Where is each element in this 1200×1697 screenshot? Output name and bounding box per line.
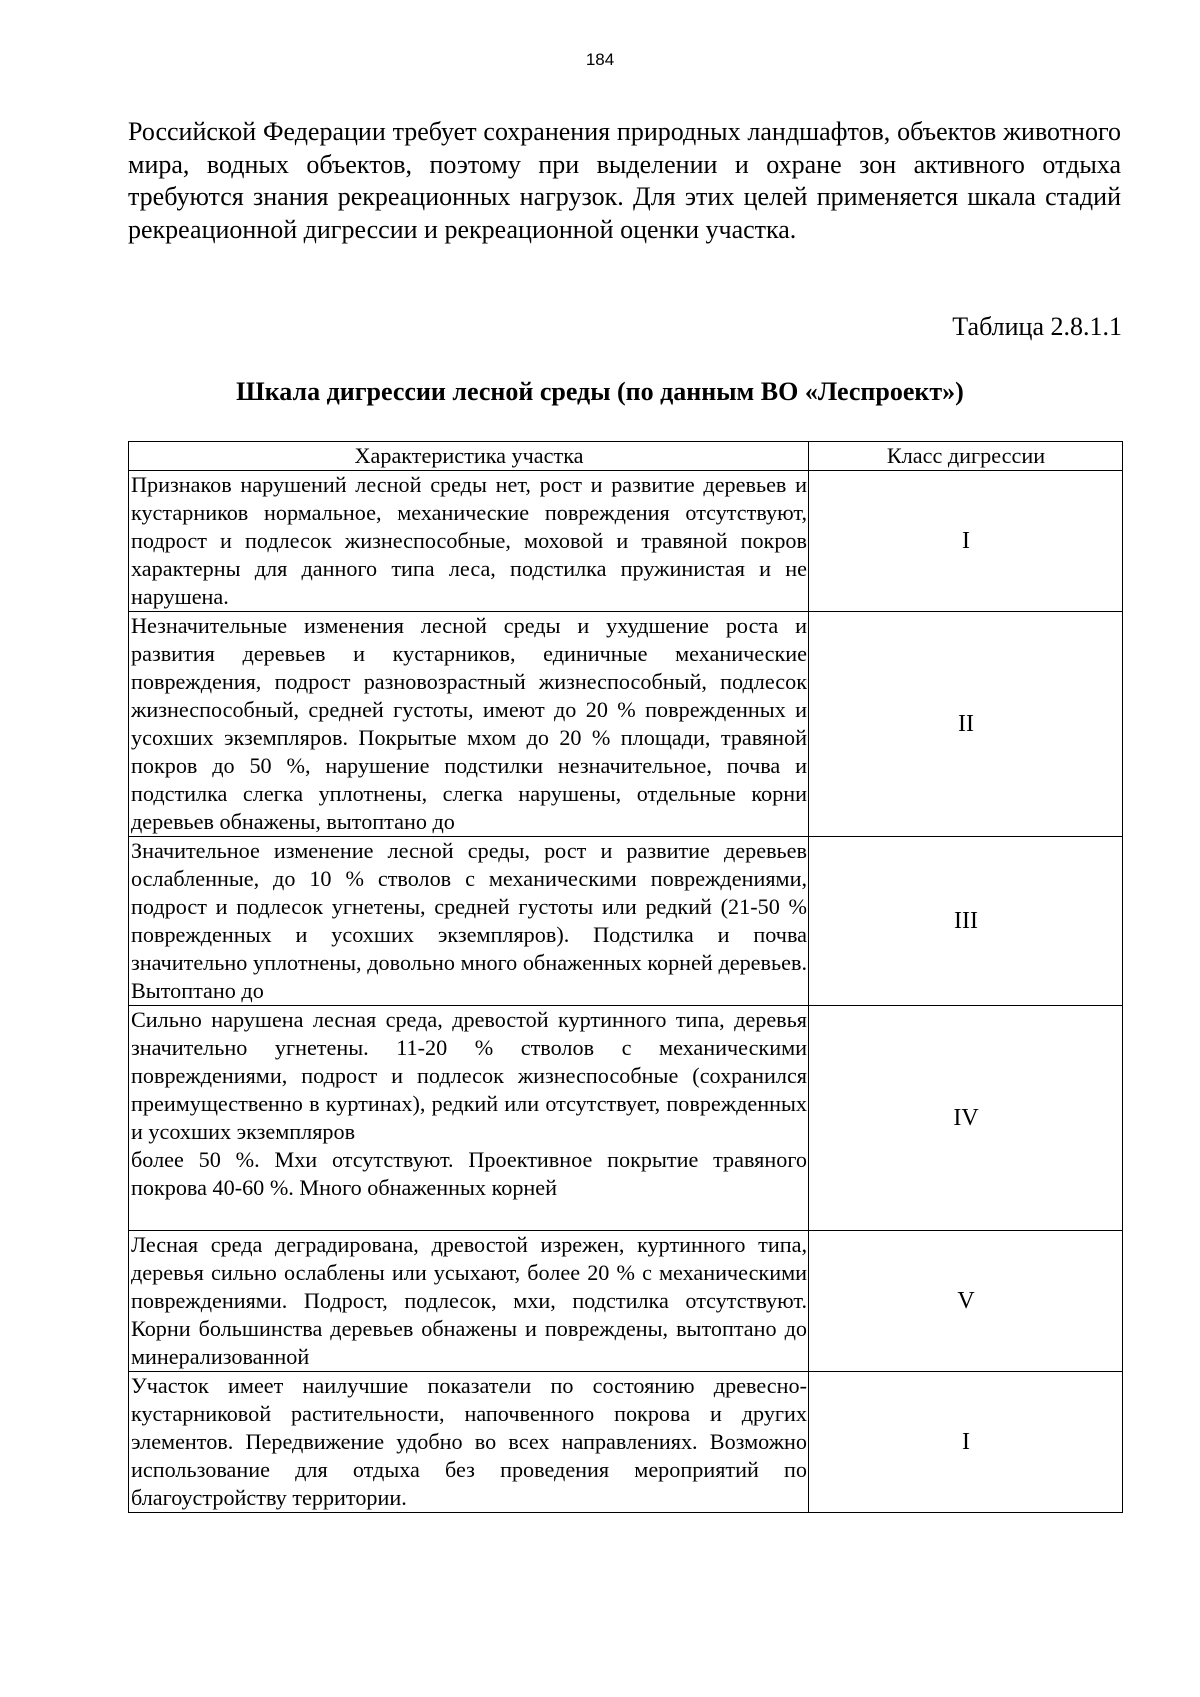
row-description: Незначительные изменения лесной среды и ухудшение роста и развития деревьев и кустарников, единичные механические повреждения, подрост разновозрастный жизнеспособный, подлесок жизнеспособный, средней густоты, имеют до 20 % поврежденных и усохших экземпляров. Покрытые мхом до 20 % площади, травяной покров до 50 %, нарушение подстилки незначительное, почва и подстилка слегка уплотнены, слегка нарушены, отдельные корни деревьев обнажены, вытоптано до <box>131 613 807 834</box>
header-class: Класс дигрессии <box>809 442 1123 471</box>
table-row <box>129 837 1123 1006</box>
row-description-cell <box>129 1231 809 1372</box>
row-description-cell <box>129 612 809 837</box>
row-description-block <box>131 1006 807 1230</box>
table-title: Шкала дигрессии лесной среды (по данным ВО «Леспроект») <box>236 377 964 406</box>
table-row <box>129 471 1123 612</box>
row-class: IV <box>809 1006 1123 1231</box>
row-description: Сильно нарушена лесная среда, древостой куртинного типа, деревья значительно угнетены. 11-20 % стволов с механическими повреждениями, подрост и подлесок жизнеспособные (сохранился преимущественно в куртинах), редкий или отсутствует, поврежденных и усохших экземпляров <box>131 1007 807 1144</box>
digression-table <box>128 441 1123 1513</box>
row-class: V <box>809 1231 1123 1372</box>
row-class: I <box>809 471 1123 612</box>
row-description-continued: более 50 %. Мхи отсутствуют. Проективное покрытие травяного покрова 40-60 %. Много обнаженных корней <box>131 1147 807 1200</box>
row-description: Участок имеет наилучшие показатели по состоянию древесно-кустарниковой растительности, напочвенного покрова и других элементов. Передвижение удобно во всех направлениях. Возможно использование для отдыха без проведения мероприятий по благоустройству территории. <box>131 1373 807 1510</box>
table-row <box>129 1006 1123 1231</box>
row-description-cell <box>129 471 809 612</box>
row-description: Лесная среда деградирована, древостой изрежен, куртинного типа, деревья сильно ослаблены или усыхают, более 20 % с механическими повреждениями. Подрост, подлесок, мхи, подстилка отсутствуют. Корни большинства деревьев обнажены и повреждены, вытоптано до минерализованной <box>131 1232 807 1369</box>
table-row <box>129 1231 1123 1372</box>
table-number: Таблица 2.8.1.1 <box>952 312 1122 341</box>
table-row <box>129 1372 1123 1513</box>
table-row <box>129 612 1123 837</box>
row-class: I <box>809 1372 1123 1513</box>
header-characteristic: Характеристика участка <box>129 442 809 471</box>
row-description: Значительное изменение лесной среды, рост и развитие деревьев ослабленные, до 10 % стволов с механическими повреждениями, подрост и подлесок угнетены, средней густоты или редкий (21-50 % поврежденных и усохших экземпляров). Подстилка и почва значительно уплотнены, довольно много обнаженных корней деревьев. Вытоптано до <box>131 838 807 1003</box>
page-number: 184 <box>585 50 615 69</box>
row-class: II <box>809 612 1123 837</box>
row-description-cell <box>129 837 809 1006</box>
row-description-cell <box>129 1006 809 1231</box>
intro-paragraph: Российской Федерации требует сохранения природных ландшафтов, объектов животного мира, водных объектов, поэтому при выделении и охране зон активного отдыха требуются знания рекреационных нагрузок. Для этих целей применяется шкала стадий рекреационной дигрессии и рекреационной оценки участка. <box>128 117 1121 244</box>
row-description: Признаков нарушений лесной среды нет, рост и развитие деревьев и кустарников нормальное, механические повреждения отсутствуют, подрост и подлесок жизнеспособные, моховой и травяной покров характерны для данного типа леса, подстилка пружинистая и не нарушена. <box>131 472 807 609</box>
table-header-row <box>129 442 1123 471</box>
row-class: III <box>809 837 1123 1006</box>
row-description-cell <box>129 1372 809 1513</box>
